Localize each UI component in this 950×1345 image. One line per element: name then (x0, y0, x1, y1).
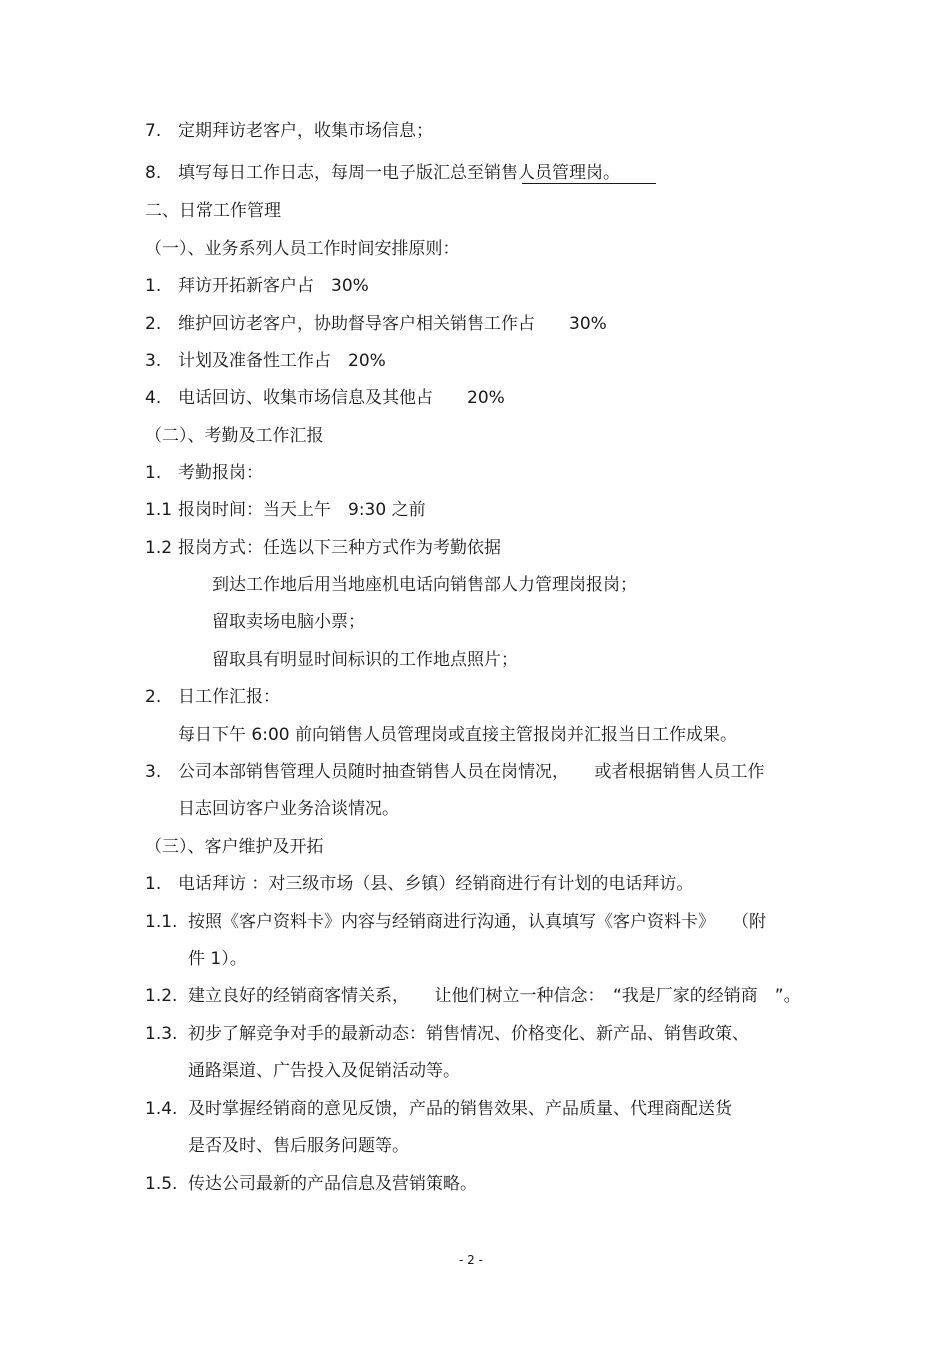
indented-text: 通路渠道、广告投入及促销活动等。 (188, 1061, 460, 1081)
underline-rule (522, 183, 656, 184)
item-number: 3. (145, 762, 162, 782)
subsection-heading: （三）、客户维护及开拓 (145, 837, 324, 857)
list-item (145, 1173, 477, 1195)
list-item (145, 1098, 732, 1120)
indented-text: 每日下午 6:00 前向销售人员管理岗或直接主管报岗并汇报当日工作成果。 (178, 725, 737, 745)
list-item (145, 911, 766, 933)
subsection-heading: （一）、业务系列人员工作时间安排原则： (145, 239, 460, 259)
item-number: 1. (145, 276, 162, 296)
subsection-heading: （二）、考勤及工作汇报 (145, 426, 324, 446)
list-item (145, 313, 607, 335)
item-text: 维护回访老客户，协助督导客户相关销售工作占 30% (178, 314, 607, 334)
item-text: 日工作汇报： (178, 687, 280, 707)
item-text: 定期拜访老客户，收集市场信息； (178, 121, 433, 141)
item-text: 拜访开拓新客户占 30% (178, 276, 369, 296)
item-number: 1.4. (145, 1099, 178, 1119)
list-item (145, 686, 280, 708)
indented-text: 留取卖场电脑小票； (212, 612, 365, 632)
item-text: 电话拜访 ：对三级市场（县、乡镇）经销商进行有计划的电话拜访。 (178, 874, 694, 894)
item-number: 1.2. (145, 986, 178, 1006)
item-text: 建立良好的经销商客情关系， 让他们树立一种信念： “我是厂家的经销商 ”。 (188, 986, 801, 1006)
item-text: 考勤报岗： (178, 463, 263, 483)
list-item (145, 120, 433, 142)
item-number: 1.5. (145, 1174, 178, 1194)
list-item (145, 1023, 749, 1045)
item-text: 传达公司最新的产品信息及营销策略。 (188, 1174, 477, 1194)
item-text: 电话回访、收集市场信息及其他占 20% (178, 388, 505, 408)
item-number: 7. (145, 121, 162, 141)
item-text: 初步了解竞争对手的最新动态：销售情况、价格变化、新产品、销售政策、 (188, 1024, 749, 1044)
item-number: 1.1 (145, 500, 173, 520)
item-number: 1. (145, 874, 162, 894)
item-number: 8. (145, 163, 162, 183)
list-item (145, 462, 263, 484)
item-text: 填写每日工作日志，每周一电子版汇总至销售人员管理岗。 (178, 163, 620, 183)
item-number: 1.3. (145, 1024, 178, 1044)
list-item (145, 162, 620, 184)
list-item (145, 387, 505, 409)
page-number: - 2 - (459, 1253, 483, 1267)
list-item (145, 761, 765, 783)
item-number: 1.2 (145, 538, 173, 558)
item-number: 2. (145, 314, 162, 334)
item-number: 2. (145, 687, 162, 707)
list-item (145, 985, 801, 1007)
item-number: 3. (145, 351, 162, 371)
item-number: 1.1. (145, 912, 178, 932)
item-number: 1. (145, 463, 162, 483)
section-heading: 二、日常工作管理 (145, 201, 281, 221)
item-number: 4. (145, 388, 162, 408)
list-item (145, 537, 501, 559)
indented-text: 留取具有明显时间标识的工作地点照片； (212, 650, 518, 670)
indented-text: 是否及时、售后服务问题等。 (188, 1136, 409, 1156)
indented-text: 日志回访客户业务洽谈情况。 (178, 799, 399, 819)
list-item (145, 275, 369, 297)
item-text: 按照《客户资料卡》内容与经销商进行沟通，认真填写《客户资料卡》 （附 (188, 912, 766, 932)
item-text: 公司本部销售管理人员随时抽查销售人员在岗情况， 或者根据销售人员工作 (178, 762, 765, 782)
indented-text: 件 1）。 (188, 949, 247, 969)
indented-text: 到达工作地后用当地座机电话向销售部人力管理岗报岗； (212, 575, 637, 595)
list-item (145, 350, 386, 372)
item-text: 计划及准备性工作占 20% (178, 351, 386, 371)
item-text: 报岗时间：当天上午 9:30 之前 (178, 500, 426, 520)
item-text: 报岗方式：任选以下三种方式作为考勤依据 (178, 538, 501, 558)
list-item (145, 499, 426, 521)
list-item (145, 873, 693, 895)
item-text: 及时掌握经销商的意见反馈，产品的销售效果、产品质量、代理商配送货 (188, 1099, 732, 1119)
